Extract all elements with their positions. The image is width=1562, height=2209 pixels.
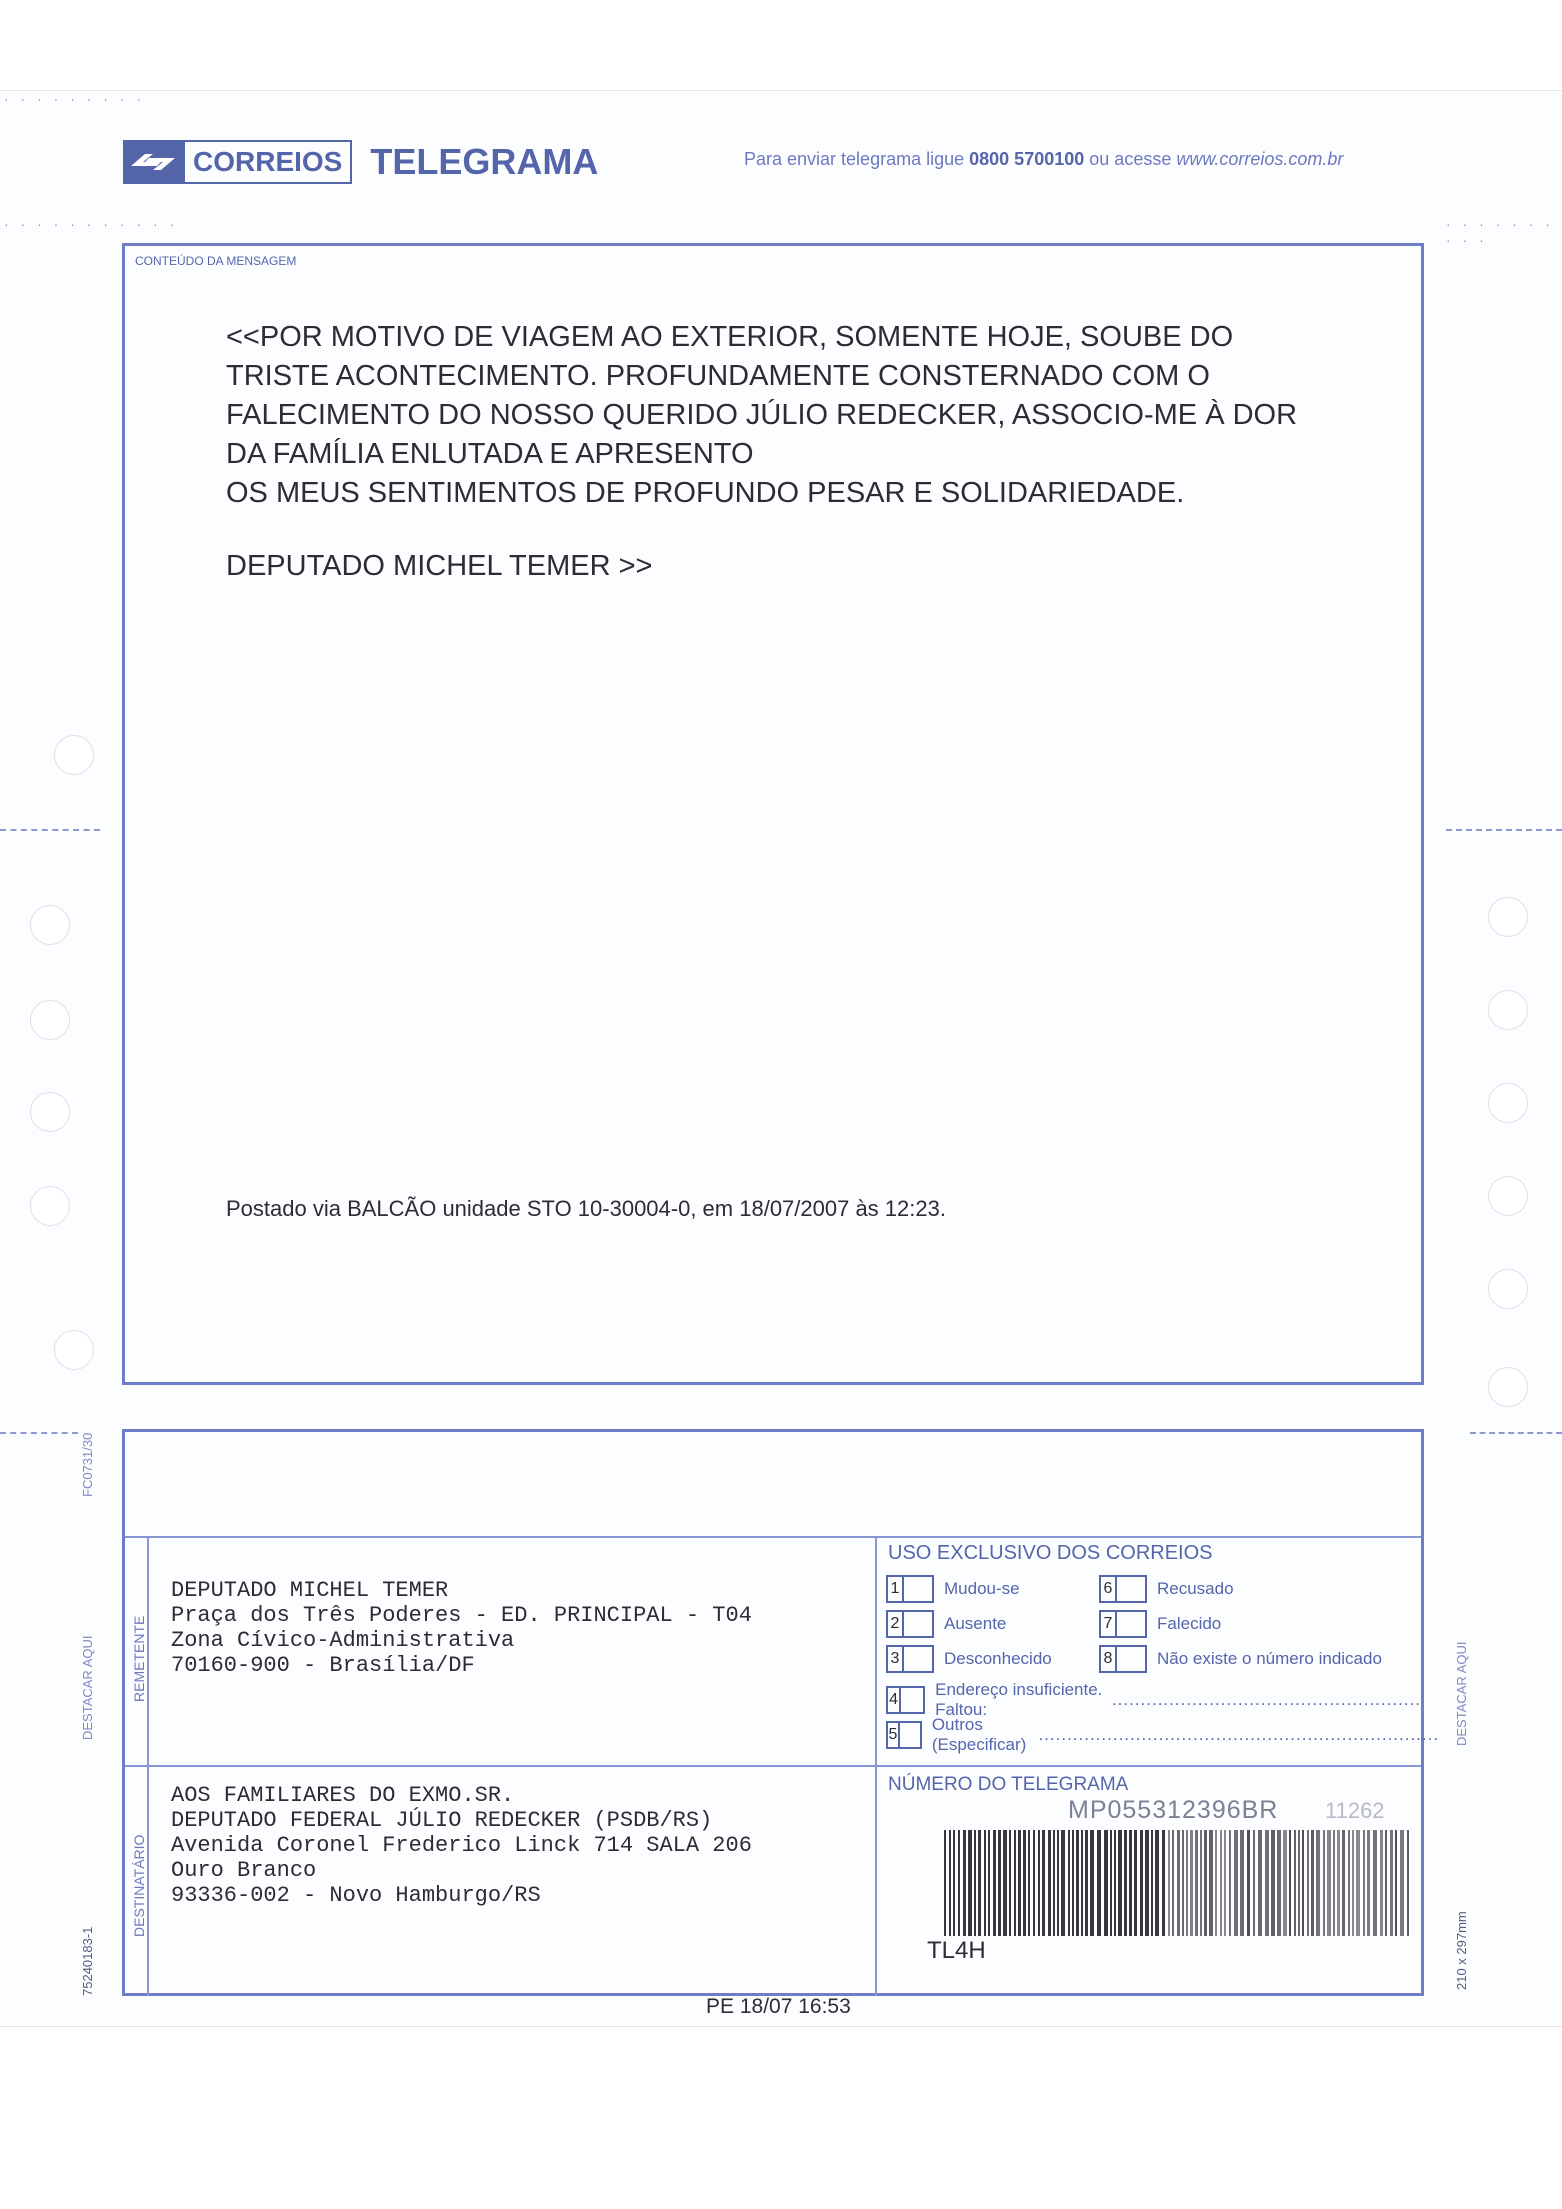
barcode-bar — [968, 1830, 972, 1936]
barcode-bar — [1215, 1830, 1217, 1936]
barcode-bar — [1124, 1830, 1127, 1936]
punch-hole — [1488, 1269, 1528, 1309]
barcode-bar — [1151, 1830, 1153, 1936]
logo-wordmark: CORREIOS — [183, 140, 352, 184]
barcode-bar — [1283, 1830, 1287, 1936]
perforation-dots: · · · · · · · · · · · — [4, 216, 179, 232]
margin-paper-size: 210 x 297mm — [1454, 1911, 1469, 1990]
barcode-bar — [1104, 1830, 1108, 1936]
barcode-bar — [1373, 1830, 1377, 1936]
barcode-bar — [1038, 1830, 1040, 1936]
barcode-bar — [1003, 1830, 1007, 1936]
barcode-bar — [1204, 1830, 1207, 1936]
barcode-bar — [1028, 1830, 1030, 1936]
barcode-bar — [1023, 1830, 1026, 1936]
barcode-bar — [953, 1830, 955, 1936]
punch-hole — [1488, 1176, 1528, 1216]
checkbox[interactable] — [1115, 1645, 1147, 1673]
sender-line: Praça dos Três Poderes - ED. PRINCIPAL - T04 — [171, 1603, 752, 1628]
punch-hole — [1488, 990, 1528, 1030]
punch-hole — [30, 1092, 70, 1132]
fill-line: ...................................................................... — [1038, 1725, 1440, 1744]
posted-info: Postado via BALCÃO unidade STO 10-30004-0, em 18/07/2007 às 12:23. — [226, 1196, 946, 1221]
barcode-bar — [1400, 1830, 1404, 1936]
punch-hole — [30, 1186, 70, 1226]
checkbox[interactable] — [902, 1610, 934, 1638]
punch-hole — [1488, 1367, 1528, 1407]
barcode-bar — [1081, 1830, 1083, 1936]
hotline-prefix: Para enviar telegrama ligue — [744, 149, 965, 169]
message-line: FALECIMENTO DO NOSSO QUERIDO JÚLIO REDECKER, ASSOCIO-ME À DOR — [226, 399, 1298, 431]
barcode-bar — [1240, 1830, 1244, 1936]
option-absent[interactable]: 2 Ausente — [886, 1610, 1006, 1638]
barcode-bar — [1155, 1830, 1159, 1936]
barcode-bar — [1068, 1830, 1070, 1936]
barcode-bar — [1234, 1830, 1238, 1936]
barcode-bar — [1229, 1830, 1231, 1936]
punch-hole — [30, 905, 70, 945]
barcode-bar — [993, 1830, 996, 1936]
barcode-bar — [1140, 1830, 1143, 1936]
telegram-suffix: 11262 — [1325, 1798, 1385, 1823]
message-line: DA FAMÍLIA ENLUTADA E APRESENTO — [226, 438, 754, 470]
postal-use-title: USO EXCLUSIVO DOS CORREIOS — [888, 1542, 1213, 1564]
checkbox[interactable] — [899, 1686, 925, 1714]
checkbox[interactable] — [902, 1645, 934, 1673]
checkbox[interactable] — [902, 1575, 934, 1603]
divider — [125, 1536, 1421, 1538]
hotline-mid: ou acesse — [1089, 149, 1172, 169]
tear-line — [0, 1432, 78, 1434]
barcode-bar — [1061, 1830, 1065, 1936]
barcode-bar — [1090, 1830, 1094, 1936]
hotline-url[interactable]: www.correios.com.br — [1176, 149, 1344, 169]
barcode-bar — [1009, 1830, 1011, 1936]
message-box — [122, 243, 1424, 1385]
barcode-bar — [1110, 1830, 1112, 1936]
tear-line — [1446, 829, 1562, 831]
tear-line — [1470, 1432, 1562, 1434]
barcode-bar — [1114, 1830, 1116, 1936]
divider — [125, 1765, 1421, 1767]
sender-line: DEPUTADO MICHEL TEMER — [171, 1578, 449, 1603]
telegram-number-label: NÚMERO DO TELEGRAMA — [888, 1774, 1129, 1795]
barcode-bar — [1057, 1830, 1059, 1936]
recipient-label: DESTINATÁRIO — [131, 1834, 147, 1937]
option-deceased[interactable]: 7 Falecido — [1099, 1610, 1221, 1638]
sender-line: Zona Cívico-Administrativa — [171, 1628, 515, 1653]
message-line: OS MEUS SENTIMENTOS DE PROFUNDO PESAR E SOLIDARIEDADE. — [226, 477, 1185, 509]
barcode-bar — [1014, 1830, 1016, 1936]
recipient-line: DEPUTADO FEDERAL JÚLIO REDECKER (PSDB/RS) — [171, 1808, 713, 1833]
barcode-bar — [1333, 1830, 1335, 1936]
barcode-bar — [1182, 1830, 1184, 1936]
barcode-bar — [1200, 1830, 1202, 1936]
barcode-bar — [1247, 1830, 1250, 1936]
message-signature: DEPUTADO MICHEL TEMER >> — [226, 550, 653, 582]
punch-hole — [1488, 897, 1528, 937]
recipient-line: 93336-002 - Novo Hamburgo/RS — [171, 1883, 541, 1908]
barcode-bar — [1253, 1830, 1255, 1936]
barcode-bar — [1177, 1830, 1180, 1936]
correios-arrows-icon — [123, 140, 183, 184]
checkbox[interactable] — [1115, 1575, 1147, 1603]
perforation-dots: · · · · · · · · · · — [1446, 216, 1554, 248]
barcode-bar — [1298, 1830, 1300, 1936]
barcode-bar — [1367, 1830, 1370, 1936]
hotline-number: 0800 5700100 — [969, 149, 1085, 169]
barcode-bar — [1168, 1830, 1170, 1936]
telegram-number: MP055312396BR — [1068, 1796, 1279, 1824]
margin-cut-here: DESTACAR AQUI — [80, 1635, 95, 1740]
option-insufficient-address[interactable]: 4 Endereço insuficiente. Faltou: ...................................................... — [886, 1680, 1421, 1720]
document-title: TELEGRAMA — [370, 141, 599, 182]
footer-stamp: PE 18/07 16:53 — [706, 1995, 851, 2018]
barcode-bar — [1342, 1830, 1345, 1936]
barcode-bar — [1363, 1830, 1365, 1936]
barcode-bar — [998, 1830, 1001, 1936]
sender-line: 70160-900 - Brasília/DF — [171, 1653, 475, 1678]
sender-address — [171, 1578, 752, 1678]
barcode-bar — [1407, 1830, 1409, 1936]
barcode-bar — [1271, 1830, 1275, 1936]
barcode-bar — [1356, 1830, 1360, 1936]
barcode-bar — [1134, 1830, 1137, 1936]
barcode-bar — [1162, 1830, 1165, 1936]
checkbox[interactable] — [1115, 1610, 1147, 1638]
barcode-bar — [1289, 1830, 1291, 1936]
barcode-bar — [944, 1830, 946, 1936]
barcode-bar — [1220, 1830, 1222, 1936]
barcode-bar — [1076, 1830, 1079, 1936]
barcode-bar — [1053, 1830, 1055, 1936]
barcode-bar — [1337, 1830, 1340, 1936]
punch-hole — [54, 735, 94, 775]
barcode-bar — [1118, 1830, 1122, 1936]
barcode-bar — [1352, 1830, 1354, 1936]
barcode-bar — [1018, 1830, 1021, 1936]
punch-hole — [1488, 1083, 1528, 1123]
barcode-bar — [963, 1830, 966, 1936]
barcode-bar — [1327, 1830, 1331, 1936]
barcode-bar — [984, 1830, 986, 1936]
barcode-bar — [978, 1830, 981, 1936]
barcode-bar — [1186, 1830, 1188, 1936]
sender-label: REMETENTE — [131, 1615, 147, 1702]
message-line: TRISTE ACONTECIMENTO. PROFUNDAMENTE CONSTERNADO COM O — [226, 360, 1210, 392]
barcode-bar — [1190, 1830, 1193, 1936]
barcode — [944, 1830, 1412, 1936]
barcode-bar — [1145, 1830, 1149, 1936]
barcode-bar — [1316, 1830, 1320, 1936]
barcode-bar — [1209, 1830, 1213, 1936]
barcode-bar — [1085, 1830, 1088, 1936]
message-line: <<POR MOTIVO DE VIAGEM AO EXTERIOR, SOMENTE HOJE, SOUBE DO — [226, 321, 1234, 353]
barcode-bar — [958, 1830, 960, 1936]
barcode-bar — [1048, 1830, 1051, 1936]
recipient-line: Avenida Coronel Frederico Linck 714 SALA 206 — [171, 1833, 752, 1858]
telegram-code: TL4H — [927, 1937, 986, 1964]
margin-form-number: 75240183-1 — [80, 1926, 95, 1996]
recipient-line: AOS FAMILIARES DO EXMO.SR. — [171, 1783, 515, 1808]
barcode-bar — [1265, 1830, 1269, 1936]
option-no-number[interactable]: 8 Não existe o número indicado — [1099, 1645, 1382, 1673]
tear-line — [0, 829, 100, 831]
perforation-dots: · · · · · · · · · — [4, 91, 146, 107]
punch-hole — [54, 1330, 94, 1370]
divider — [147, 1536, 149, 1996]
option-unknown[interactable]: 3 Desconhecido — [886, 1645, 1052, 1673]
checkbox[interactable] — [898, 1721, 922, 1749]
barcode-bar — [974, 1830, 976, 1936]
barcode-bar — [1042, 1830, 1045, 1936]
barcode-bar — [1258, 1830, 1262, 1936]
barcode-bar — [1224, 1830, 1226, 1936]
barcode-bar — [1307, 1830, 1309, 1936]
barcode-bar — [988, 1830, 990, 1936]
fill-line: ...................................................... — [1111, 1690, 1421, 1709]
option-refused[interactable]: 6 Recusado — [1099, 1575, 1234, 1603]
barcode-bar — [1277, 1830, 1281, 1936]
barcode-bar — [1323, 1830, 1325, 1936]
message-body — [226, 318, 1406, 513]
hotline-info — [744, 149, 1343, 170]
barcode-bar — [1385, 1830, 1387, 1936]
divider — [875, 1536, 877, 1996]
barcode-bar — [1097, 1830, 1101, 1936]
barcode-bar — [1129, 1830, 1132, 1936]
barcode-bar — [1294, 1830, 1296, 1936]
barcode-bar — [1033, 1830, 1035, 1936]
recipient-line: Ouro Branco — [171, 1858, 317, 1883]
barcode-bar — [1348, 1830, 1350, 1936]
barcode-bar — [1390, 1830, 1393, 1936]
barcode-bar — [1395, 1830, 1397, 1936]
punch-hole — [30, 1000, 70, 1040]
barcode-bar — [1072, 1830, 1074, 1936]
margin-code: FC0731/30 — [80, 1432, 95, 1497]
barcode-bar — [1302, 1830, 1304, 1936]
option-moved[interactable]: 1 Mudou-se — [886, 1575, 1020, 1603]
recipient-address — [171, 1783, 752, 1908]
barcode-bar — [949, 1830, 951, 1936]
option-other[interactable]: 5 Outros (Especificar) ...................................................................... — [886, 1715, 1439, 1755]
barcode-bar — [1195, 1830, 1198, 1936]
barcode-bar — [1380, 1830, 1383, 1936]
margin-cut-here: DESTACAR AQUI — [1454, 1641, 1469, 1746]
correios-logo — [123, 140, 598, 184]
barcode-bar — [1311, 1830, 1314, 1936]
address-box — [122, 1429, 1440, 1996]
barcode-bar — [1172, 1830, 1174, 1936]
message-caption: CONTEÚDO DA MENSAGEM — [135, 254, 297, 268]
